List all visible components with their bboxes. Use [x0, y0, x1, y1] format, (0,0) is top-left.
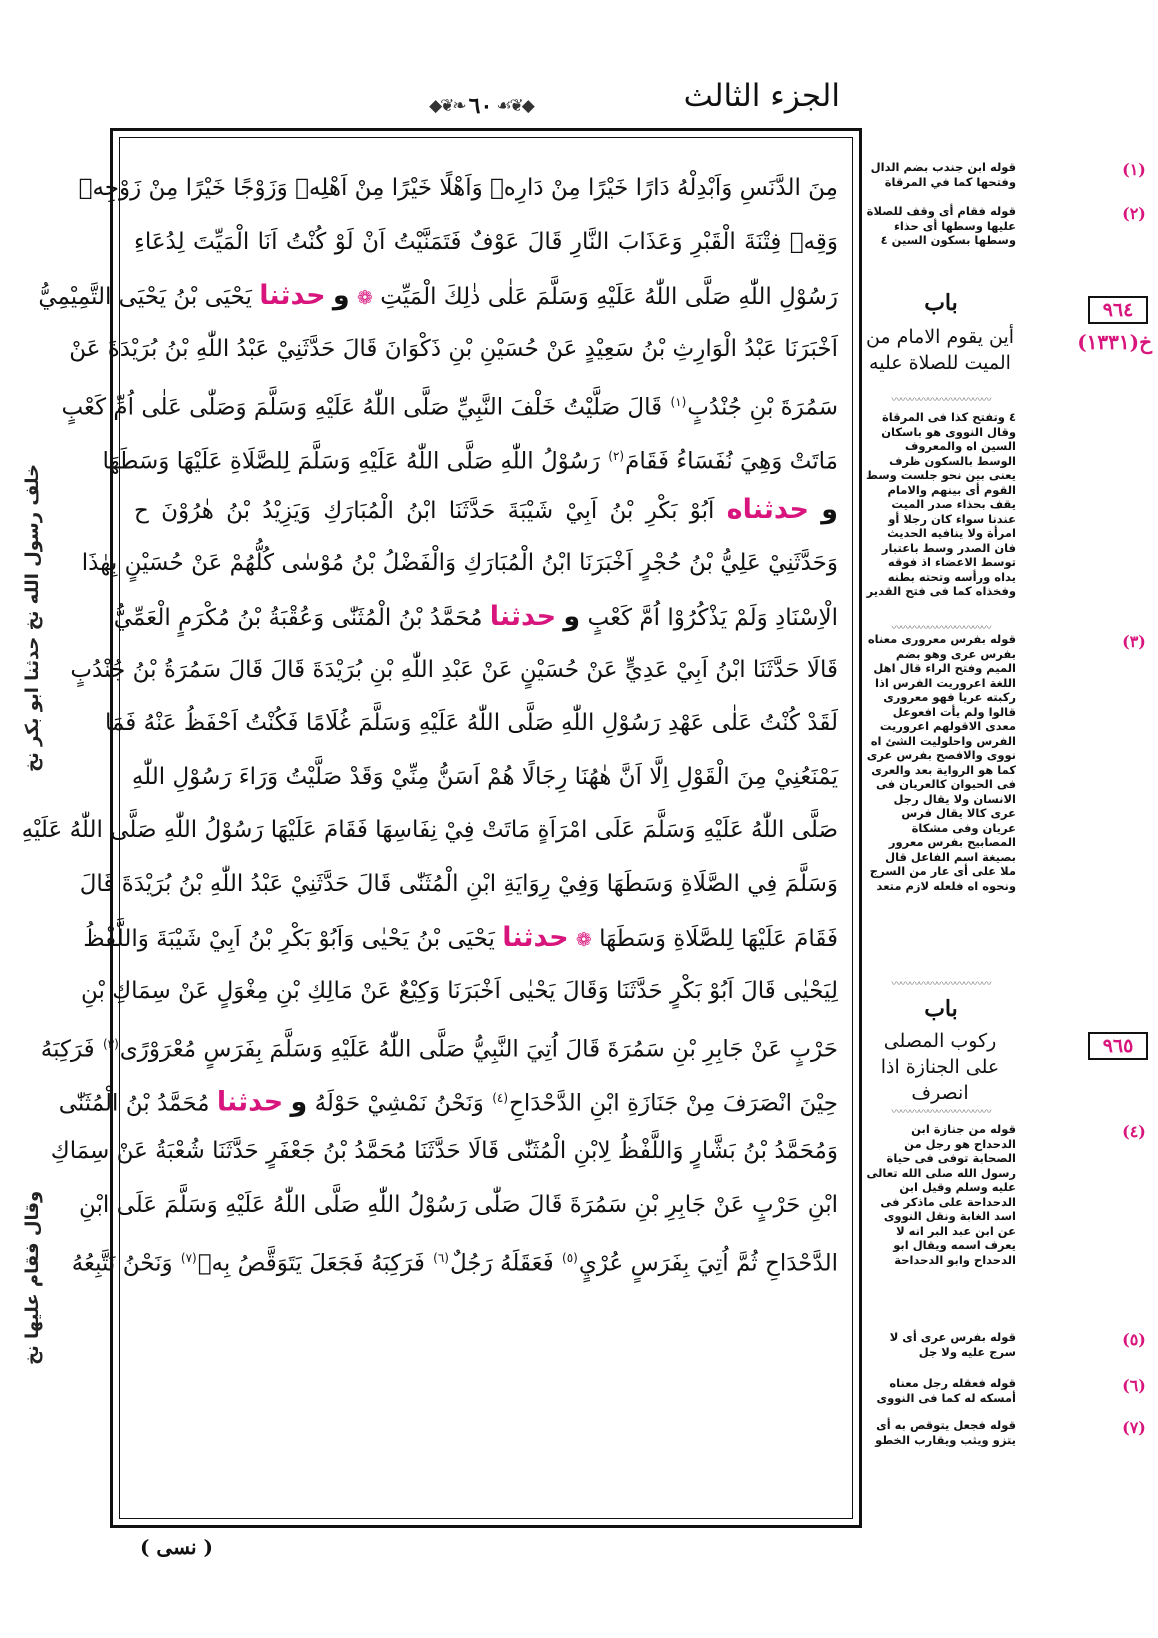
right-ornament-icon: ☙❦◆: [496, 96, 533, 116]
footnote-number: (٢): [1122, 204, 1146, 223]
commentary-note: [866, 410, 1016, 599]
flower-separator-icon: ❁: [575, 929, 592, 951]
text-line: حِيْنَ انْصَرَفَ مِنْ جَنَازَةِ ابْنِ الدَّحْدَاحِ$^{(٤)}$ وَنَحْنُ نَمْشِيْ حَوْلَهُ و حدثنا مُحَمَّدُ بْنُ الْمُثَنّٰى: [58, 1086, 838, 1118]
bottom-label: ( نسى ): [140, 1535, 213, 1559]
text-line: وَقِهٖ فِتْنَةَ الْقَبْرِ وَعَذَابَ النَّارِ قَالَ عَوْفٌ فَتَمَنَّيْتُ اَنْ لَوْ كُنْتُ اَنَا الْمَيِّتَ لِدُعَاءِ: [134, 228, 838, 255]
text-line: فَقَامَ عَلَيْهَا لِلصَّلَاةِ وَسَطَهَا ❁ حدثنا يَحْيَى بْنُ يَحْيٰى وَاَبُوْ بَكْرِ بْنُ اَبِيْ شَيْبَةَ وَاللَّفْظُ: [83, 922, 838, 953]
text-line: وَمُحَمَّدُ بْنُ بَشَّارٍ وَاللَّفْظُ لِابْنِ الْمُثَنّٰى قَالَا حَدَّثَنَا مُحَمَّدُ بْنُ جَعْفَرٍ حَدَّثَنَا شُعْبَةُ عَنْ سِمَاكِ: [50, 1138, 838, 1164]
waw-conjunction: و: [332, 280, 350, 311]
chapter-title: أين يقوم الامام من الميت للصلاة عليه: [865, 326, 1015, 374]
text-line: لَقَدْ كُنْتُ عَلٰى عَهْدِ رَسُوْلِ اللّٰهِ صَلَّى اللّٰهُ عَلَيْهِ وَسَلَّمَ غُلَامًا فَكُنْتُ اَحْفَظُ عَنْهُ فَمَا: [104, 710, 838, 736]
divider-wavy: 〰〰〰〰〰〰〰〰〰〰〰: [891, 623, 991, 634]
chapter-title: ركوب المصلى على الجنازة اذا انصرف: [880, 1030, 1000, 1104]
footnote: [866, 160, 1016, 189]
text-line: ابْنِ حَرْبٍ عَنْ جَابِرِ بْنِ سَمُرَةَ قَالَ صَلّٰى رَسُوْلُ اللّٰهِ صَلَّى اللّٰهُ عَلَيْهِ وَسَلَّمَ عَلَى ابْنِ: [78, 1191, 838, 1218]
text-line: قَالَا حَدَّثَنَا ابْنُ اَبِيْ عَدِيٍّ عَنْ حُسَيْنٍ عَنْ عَبْدِ اللّٰهِ بْنِ بُرَيْدَةَ قَالَ قَالَ سَمُرَةُ بْنُ جُنْدُبٍ: [70, 656, 838, 683]
commentary-note-text: ٤ وتفتح كذا فى المرقاة وقال النووى هو باسكان السين اه والمعروف الوسط بالسكون ظرف يعنى بين نحو جلست وسط القوم أى بينهم والامام يقف بحذاء صدر الميت عندنا سواء كان رجلا أو امرأة ولا ينافيه الحديث فان الصدر وسط باعتبار توسط الاعضاء اذ فوقه يداه ورأسه وتحته بطنه وفخذاه كما فى فتح القدير: [866, 410, 1016, 598]
margin-variant-note: وقال فقام عليها نخ: [22, 1190, 43, 1366]
commentary-column: [862, 128, 1158, 1588]
footnote-number: (٣): [1122, 632, 1146, 651]
text-line: لِيَحْيٰى قَالَ اَبُوْ بَكْرٍ حَدَّثَنَا وَقَالَ يَحْيٰى اَخْبَرَنَا وَكِيْعٌ عَنْ مَالِكِ بْنِ مِغْوَلٍ عَنْ سِمَاكِ بْنِ: [80, 977, 838, 1004]
hadith-number-box: ٩٦٤: [1088, 296, 1148, 324]
text-line: حَرْبٍ عَنْ جَابِرِ بْنِ سَمُرَةَ قَالَ اُتِيَ النَّبِيُّ صَلَّى اللّٰهُ عَلَيْهِ وَسَلَّمَ بِفَرَسٍ مُعْرَوْرًى$^{(٣)}$ فَرَكِبَهُ: [40, 1036, 838, 1063]
page-header: [0, 0, 1158, 120]
left-ornament-icon: ◆❦❧: [429, 96, 465, 116]
waw-conjunction: و: [563, 601, 581, 632]
footnote: [866, 1122, 1016, 1267]
text-line: صَلَّى اللّٰهُ عَلَيْهِ وَسَلَّمَ عَلَى امْرَاَةٍ مَاتَتْ فِيْ نِفَاسِهَا فَقَامَ عَلَيْهَا رَسُوْلُ اللّٰهِ صَلَّى اللّٰهُ عَلَيْهِ: [21, 817, 838, 843]
footnote-number: (٥): [1122, 1330, 1146, 1349]
text-line: مِنَ الدَّنَسِ وَاَبْدِلْهُ دَارًا خَيْرًا مِنْ دَارِهٖ وَاَهْلًا خَيْرًا مِنْ اَهْلِهٖ وَزَوْجًا خَيْرًا مِنْ زَوْجِهٖ: [78, 175, 838, 201]
footnote-marker: (٧): [180, 1251, 197, 1265]
flower-separator-icon: ❁: [357, 287, 373, 309]
footnote-number: (٧): [1122, 1418, 1146, 1437]
page-number-ornament: [420, 92, 542, 120]
footnote-number: (١): [1122, 160, 1146, 179]
haddathana-keyword: حدثناه: [726, 494, 809, 525]
kh-cross-reference: خ(١٣٣١): [1077, 330, 1152, 354]
divider-wavy: 〰〰〰〰〰〰〰〰〰〰〰: [891, 979, 991, 990]
footnote: [866, 632, 1016, 893]
footnote-text: قوله فعقله رجل معناه أمسكه له كما فى النووى: [876, 1376, 1016, 1405]
waw-conjunction: و: [290, 1086, 308, 1118]
footnote-text: قوله بفرس معرورى معناه بفرس عرى وهو بضم الميم وفتح الراء قال اهل اللغة اعروريت الفرس اذا ركبته عريا فهو معرورى قالوا ولم يأت افعوعل معدى الاقولهم اعروريت الفرس واحلوليت الشئ اه نووى والافصح بفرس عرى كما هو الرواية بعد والعرى فى الحيوان كالعريان فى الانسان ولا يقال رجل عرى كالا يقال فرس عريان وفى مشكاة المصابيح بفرس معرور بصيغة اسم الفاعل قال ملا على أى عار من السرج ونحوه اه فلعله لازم متعد: [866, 632, 1016, 893]
footnote-text: قوله فجعل يتوقص به أى يتزو ويثب ويقارب الخطو: [875, 1418, 1016, 1447]
haddathana-keyword: حدثنا: [502, 922, 569, 953]
footnote-marker: (٥): [562, 1251, 578, 1265]
text-line: وَحَدَّثَنِيْ عَلِيُّ بْنُ حُجْرٍ اَخْبَرَنَا ابْنُ الْمُبَارَكِ وَالْفَضْلُ بْنُ مُوْسٰى كُلُّهُمْ عَنْ حُسَيْنٍ بِهٰذَا: [81, 549, 838, 576]
haddathana-keyword: حدثنا: [259, 280, 326, 311]
footnote-marker: (٤): [492, 1090, 509, 1105]
text-line: سَمُرَةَ بْنِ جُنْدُبٍ$^{(١)}$ قَالَ صَلَّيْتُ خَلْفَ النَّبِيِّ صَلَّى اللّٰهُ عَلَيْهِ وَسَلَّمَ وَصَلّٰى عَلٰى اُمِّ كَعْبٍ: [61, 394, 838, 421]
text-line: الدَّحْدَاحِ ثُمَّ اُتِيَ بِفَرَسٍ عُرْيٍ$^{(٥)}$ فَعَقَلَهُ رَجُلٌ$^{(٦)}$ فَرَكِبَهُ فَجَعَلَ يَتَوَقَّصُ بِهٖ$^{(٧)}$ وَنَحْنُ نَتَّبِعُهُ: [71, 1250, 838, 1277]
footnote: [866, 1418, 1016, 1447]
footnote: [866, 1376, 1016, 1405]
chapter-bab-label: باب: [924, 290, 958, 316]
text-line: مَاتَتْ وَهِيَ نُفَسَاءُ فَقَامَ$^{(٢)}$ رَسُوْلُ اللّٰهِ صَلَّى اللّٰهُ عَلَيْهِ وَسَلَّمَ لِلصَّلَاةِ عَلَيْهَا وَسَطَهَا: [102, 448, 838, 475]
text-line: و حدثناه اَبُوْ بَكْرِ بْنُ اَبِيْ شَيْبَةَ حَدَّثَنَا ابْنُ الْمُبَارَكِ وَيَزِيْدُ بْنُ هٰرُوْنَ ح: [134, 494, 838, 525]
footnote-text: قوله فقام أى وقف للصلاة عليها وسطها أى حذاء وسطها بسكون السين ٤: [866, 204, 1016, 247]
footnote-marker: (١): [670, 395, 687, 409]
footnote-marker: (٢): [608, 448, 625, 463]
chapter-bab-label: باب: [924, 996, 958, 1022]
footnote-text: قوله من جنازة ابن الدحداح هو رجل من الصحابة توفى فى حياة رسول الله صلى الله تعالى عليه وسلم وقيل ابن الدحداحة على ماذكر فى اسد الغابة ونقل النووى عن ابن عبد البر انه لا يعرف اسمه ويقال ابو الدحداح وابو الدحداحة: [866, 1122, 1016, 1267]
footnote: [866, 204, 1016, 248]
footnote-number: (٤): [1122, 1122, 1146, 1141]
hadith-number-box: ٩٦٥: [1088, 1032, 1148, 1060]
juz-title: الجزء الثالث: [683, 78, 840, 114]
footnote-number: (٦): [1122, 1376, 1146, 1395]
text-line: وَسَلَّمَ فِي الصَّلَاةِ وَسَطَهَا وَفِيْ رِوَايَةِ ابْنِ الْمُثَنّٰى قَالَ حَدَّثَنِيْ عَبْدُ اللّٰهِ بْنُ بُرَيْدَةَ قَالَ: [79, 870, 838, 897]
text-line: رَسُوْلِ اللّٰهِ صَلَّى اللّٰهُ عَلَيْهِ وَسَلَّمَ عَلٰى ذٰلِكَ الْمَيِّتِ ❁ و حدثنا يَحْيَى بْنُ يَحْيَى التَّمِيْمِيُّ: [38, 280, 838, 311]
margin-variant-note: خلف رسول الله نخ حدثنا ابو بكر نخ: [22, 463, 43, 773]
footnote-text: قوله بفرس عرى أى لا سرج عليه ولا جل: [889, 1330, 1016, 1359]
waw-conjunction: و: [821, 494, 838, 525]
footnote-marker: (٣): [102, 1037, 119, 1051]
text-line: الْاِسْنَادِ وَلَمْ يَذْكُرُوْا اُمَّ كَعْبٍ و حدثنا مُحَمَّدُ بْنُ الْمُثَنّٰى وَعُقْبَةُ بْنُ مُكْرَمٍ الْعَمِّيُّ: [113, 601, 838, 632]
footnote-marker: (٦): [433, 1251, 449, 1265]
page-number: ٦٠: [468, 93, 493, 119]
text-line: يَمْنَعُنِيْ مِنَ الْقَوْلِ اِلَّا اَنَّ هٰهُنَا رِجَالًا هُمْ اَسَنُّ مِنِّيْ وَقَدْ صَلَّيْتُ وَرَاءَ رَسُوْلِ اللّٰهِ: [131, 763, 838, 790]
text-line: اَخْبَرَنَا عَبْدُ الْوَارِثِ بْنُ سَعِيْدٍ عَنْ حُسَيْنِ بْنِ ذَكْوَانَ قَالَ حَدَّثَنِيْ عَبْدُ اللّٰهِ بْنُ بُرَيْدَةَ عَنْ: [69, 335, 838, 362]
divider-wavy: 〰〰〰〰〰〰〰〰〰〰〰: [891, 395, 991, 406]
haddathana-keyword: حدثنا: [216, 1086, 284, 1118]
divider-wavy: 〰〰〰〰〰〰〰〰〰〰〰: [891, 1107, 991, 1118]
haddathana-keyword: حدثنا: [489, 601, 557, 632]
footnote: [866, 1330, 1016, 1359]
footnote-text: قوله ابن جندب بضم الدال وفتحها كما في المرقاة: [870, 160, 1016, 189]
